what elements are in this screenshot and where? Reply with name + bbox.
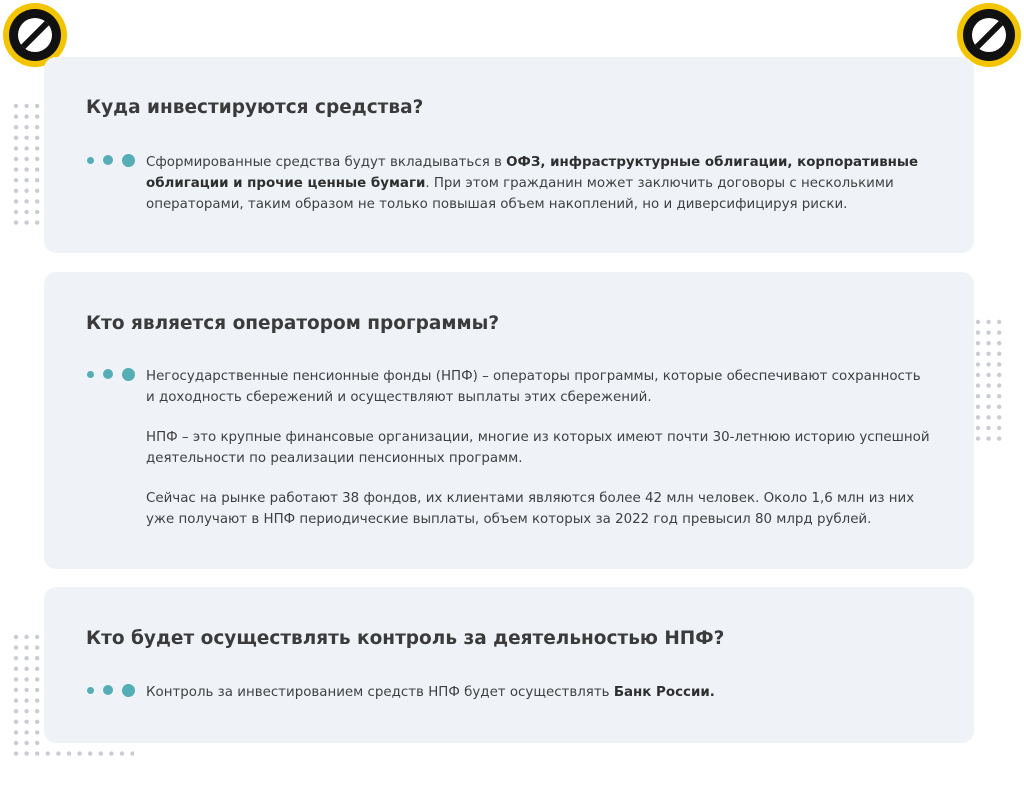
paragraph — [146, 366, 932, 408]
dot — [24, 635, 28, 639]
paragraph — [146, 488, 932, 530]
dot — [24, 730, 28, 734]
dot — [35, 645, 39, 649]
dot — [14, 189, 18, 193]
section-card-investments — [44, 57, 974, 253]
dot — [976, 352, 980, 356]
dot — [997, 362, 1001, 366]
dot — [35, 114, 39, 118]
dot — [24, 709, 28, 713]
dot — [997, 373, 1001, 377]
dot — [997, 415, 1001, 419]
dot — [14, 698, 18, 702]
paragraph — [146, 427, 932, 469]
list-item — [86, 366, 932, 530]
dot — [14, 199, 18, 203]
dot — [35, 210, 39, 214]
dot — [24, 667, 28, 671]
bullet-dots-icon — [86, 366, 136, 382]
dot — [120, 751, 124, 755]
dot — [14, 220, 18, 224]
dot — [35, 146, 39, 150]
dot — [14, 146, 18, 150]
dot — [14, 178, 18, 182]
dot — [35, 656, 39, 660]
dot — [24, 688, 28, 692]
dot — [14, 751, 18, 755]
dot — [986, 362, 990, 366]
bold-text: Банк России. — [613, 685, 715, 700]
dot — [109, 751, 113, 755]
dot — [35, 136, 39, 140]
dot — [986, 330, 990, 334]
dot — [24, 741, 28, 745]
bullet-dots-icon — [86, 152, 136, 168]
dot — [24, 146, 28, 150]
dot — [24, 189, 28, 193]
dot — [24, 645, 28, 649]
dot — [976, 415, 980, 419]
dot — [35, 688, 39, 692]
dot — [14, 667, 18, 671]
dot — [24, 114, 28, 118]
dot — [99, 751, 103, 755]
section-card-control — [44, 587, 974, 743]
text-run: Негосударственные пенсионные фонды (НПФ) – операторы программы, которые обеспечивают сохранность и доходность сбережений и осуществляют выплаты этих сбережений. — [146, 369, 921, 405]
dot — [14, 720, 18, 724]
dot — [35, 220, 39, 224]
dot — [35, 667, 39, 671]
section-title: Кто будет осуществлять контроль за деятельностью НПФ? — [86, 628, 725, 649]
dot — [986, 394, 990, 398]
dot — [997, 405, 1001, 409]
dot — [997, 352, 1001, 356]
dot — [35, 741, 39, 745]
dot — [35, 698, 39, 702]
dot — [35, 104, 39, 108]
dot — [67, 751, 71, 755]
dot — [24, 178, 28, 182]
dot — [14, 730, 18, 734]
dot — [14, 125, 18, 129]
dot — [35, 157, 39, 161]
dot — [14, 114, 18, 118]
dot — [986, 341, 990, 345]
dot — [35, 751, 39, 755]
dot — [976, 362, 980, 366]
bold-text: ОФЗ, инфраструктурные облигации, корпоративные облигации и прочие ценные бумаги — [146, 155, 919, 191]
section-text — [146, 682, 932, 703]
section-title: Куда инвестируются средства? — [86, 97, 424, 118]
text-run: Сформированные средства будут вкладываться в — [146, 155, 507, 170]
dot-pattern-right — [974, 318, 1006, 442]
dot — [24, 104, 28, 108]
paragraph — [146, 682, 932, 703]
paragraph — [146, 152, 932, 215]
dot — [976, 405, 980, 409]
text-run: Сейчас на рынке работают 38 фондов, их клиентами являются более 42 млн человек. Около 1,6 млн из них уже получают в НПФ периодические выплаты, объем которых за 2022 год превысил 80 млрд рублей. — [146, 491, 915, 527]
dot — [986, 320, 990, 324]
dot — [35, 720, 39, 724]
dot — [976, 330, 980, 334]
dot — [997, 436, 1001, 440]
dot — [976, 320, 980, 324]
dot — [997, 383, 1001, 387]
dot — [35, 178, 39, 182]
dot — [130, 751, 134, 755]
dot — [35, 709, 39, 713]
dot — [986, 436, 990, 440]
dot — [14, 709, 18, 713]
dot — [997, 330, 1001, 334]
dot — [35, 730, 39, 734]
dot — [14, 136, 18, 140]
dot — [997, 394, 1001, 398]
dot — [997, 320, 1001, 324]
dot — [24, 656, 28, 660]
dot — [997, 341, 1001, 345]
dot — [14, 688, 18, 692]
dot-pattern-left-top — [12, 102, 44, 226]
bullet-dots-icon — [86, 682, 136, 698]
dot — [976, 394, 980, 398]
text-run: . При этом гражданин может заключить договоры с несколькими операторами, таким образом не только повышая объем накоплений, но и диверсифицируя риски. — [146, 176, 894, 212]
dot — [35, 199, 39, 203]
dot — [997, 426, 1001, 430]
dot — [986, 383, 990, 387]
dot — [14, 210, 18, 214]
dot — [35, 635, 39, 639]
dot — [24, 157, 28, 161]
dot — [24, 125, 28, 129]
list-item — [86, 152, 932, 215]
dot — [14, 167, 18, 171]
dot — [24, 677, 28, 681]
list-item — [86, 682, 932, 703]
dot — [14, 104, 18, 108]
dot — [976, 436, 980, 440]
dot — [77, 751, 81, 755]
dot — [24, 167, 28, 171]
dot — [35, 677, 39, 681]
dot — [14, 677, 18, 681]
dot — [24, 698, 28, 702]
dot — [24, 751, 28, 755]
dot — [24, 199, 28, 203]
dot — [14, 635, 18, 639]
section-title: Кто является оператором программы? — [86, 313, 500, 334]
dot — [56, 751, 60, 755]
dot — [24, 136, 28, 140]
dot — [14, 656, 18, 660]
dot — [14, 157, 18, 161]
text-run: Контроль за инвестированием средств НПФ будет осуществлять — [146, 685, 614, 700]
dot — [986, 415, 990, 419]
text-run: НПФ – это крупные финансовые организации, многие из которых имеют почти 30-летнюю историю успешной деятельности по реализации пенсионных программ. — [146, 430, 930, 466]
dot — [88, 751, 92, 755]
section-text — [146, 152, 932, 215]
section-card-operator — [44, 272, 974, 569]
dot — [24, 720, 28, 724]
dot — [976, 373, 980, 377]
dot — [24, 210, 28, 214]
section-text — [146, 366, 932, 530]
dot — [976, 341, 980, 345]
dot — [976, 426, 980, 430]
dot — [24, 220, 28, 224]
dot — [986, 373, 990, 377]
dot — [46, 751, 50, 755]
dot — [976, 383, 980, 387]
dot — [986, 426, 990, 430]
dot — [35, 125, 39, 129]
dot — [986, 405, 990, 409]
dot — [35, 167, 39, 171]
dot — [14, 645, 18, 649]
dot — [986, 352, 990, 356]
dot — [35, 189, 39, 193]
dot — [14, 741, 18, 745]
